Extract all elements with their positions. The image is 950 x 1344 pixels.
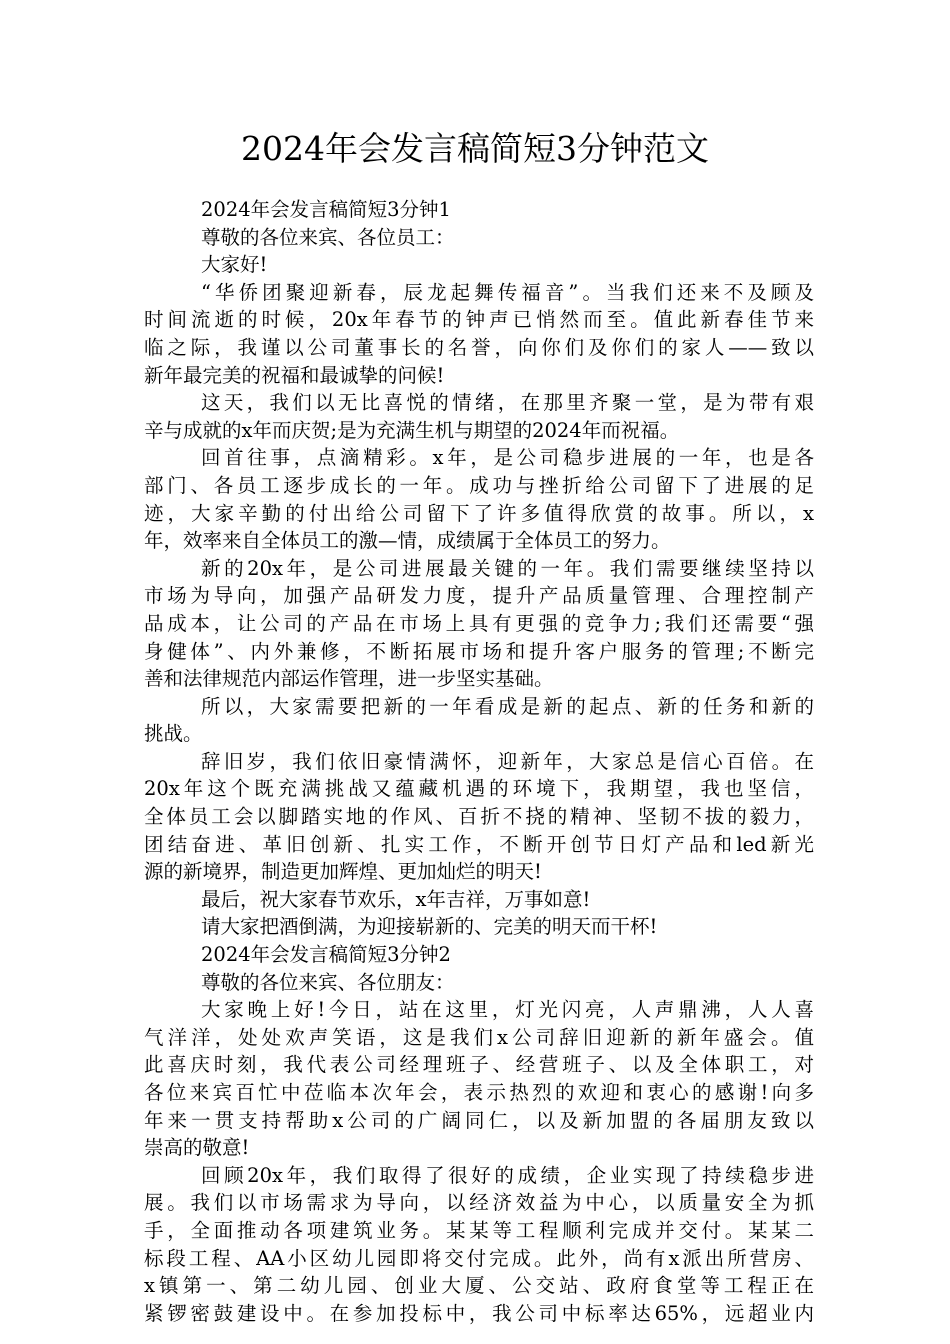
text-line: 气洋洋，处处欢声笑语，这是我们x公司辞旧迎新的新年盛会。值 <box>144 1025 814 1049</box>
text-line: 迹，大家辛勤的付出给公司留下了许多值得欣赏的故事。所以，x <box>144 501 814 525</box>
text-line: x镇第一、第二幼儿园、创业大厦、公交站、政府食堂等工程正在 <box>144 1274 814 1298</box>
text-line: 善和法律规范内部运作管理，进一步坚实基础。 <box>144 667 554 691</box>
text-line: 辞旧岁，我们依旧豪情满怀，迎新年，大家总是信心百倍。在 <box>201 749 814 773</box>
text-line: 年，效率来自全体员工的激—情，成绩属于全体员工的努力。 <box>144 529 671 553</box>
text-line: 请大家把酒倒满，为迎接崭新的、完美的明天而干杯! <box>201 915 658 939</box>
text-line: 回顾20x年，我们取得了很好的成绩，企业实现了持续稳步进 <box>201 1163 814 1187</box>
document-title: 2024年会发言稿简短3分钟范文 <box>241 129 709 168</box>
text-line: 时间流逝的时候，20x年春节的钟声已悄然而至。值此新春佳节来 <box>144 308 814 332</box>
text-line: 手，全面推动各项建筑业务。某某等工程顺利完成并交付。某某二 <box>144 1218 814 1242</box>
text-line: 20x年这个既充满挑战又蕴藏机遇的环境下，我期望，我也坚信， <box>144 777 814 801</box>
text-line: 团结奋进、革旧创新、扎实工作，不断开创节日灯产品和led新光 <box>144 832 814 856</box>
text-line: 新年最完美的祝福和最诚挚的问候! <box>144 363 445 387</box>
text-line: 2024年会发言稿简短3分钟1 <box>201 198 451 221</box>
text-line: 大家晚上好!今日，站在这里，灯光闪亮，人声鼎沸，人人喜 <box>201 998 814 1022</box>
text-line: 全体员工会以脚踏实地的作风、百折不挠的精神、坚韧不拔的毅力， <box>144 805 814 829</box>
text-line: 各位来宾百忙中莅临本次年会，表示热烈的欢迎和衷心的感谢!向多 <box>144 1081 814 1104</box>
text-line: 部门、各员工逐步成长的一年。成功与挫折给公司留下了进展的足 <box>144 473 814 497</box>
text-line: 临之际，我谨以公司董事长的名誉，向你们及你们的家人——致以 <box>144 335 814 359</box>
text-line: 尊敬的各位来宾、各位朋友： <box>201 970 455 994</box>
text-line: 大家好! <box>201 253 268 277</box>
text-line: 紧锣密鼓建设中。在参加投标中，我公司中标率达65%，远超业内 <box>144 1301 814 1325</box>
text-line: 尊敬的各位来宾、各位员工： <box>201 225 455 249</box>
text-line: 品成本，让公司的产品在市场上具有更强的竞争力;我们还需要“强 <box>144 611 814 635</box>
text-line: 市场为导向，加强产品研发力度，提升产品质量管理、合理控制产 <box>144 584 814 608</box>
text-line: 展。我们以市场需求为导向，以经济效益为中心，以质量安全为抓 <box>144 1191 814 1215</box>
text-line: 2024年会发言稿简短3分钟2 <box>201 943 451 967</box>
text-line: 最后，祝大家春节欢乐，x年吉祥，万事如意! <box>201 887 591 911</box>
text-line: 源的新境界，制造更加辉煌、更加灿烂的明天! <box>144 860 542 884</box>
text-line: 辛与成就的x年而庆贺;是为充满生机与期望的2024年而祝福。 <box>144 418 680 442</box>
text-line: 此喜庆时刻，我代表公司经理班子、经营班子、以及全体职工，对 <box>144 1053 814 1077</box>
text-line: “华侨团聚迎新春，辰龙起舞传福音”。当我们还来不及顾及 <box>201 280 814 304</box>
document-body <box>144 196 814 1327</box>
text-line: 新的20x年，是公司进展最关键的一年。我们需要继续坚持以 <box>201 556 814 580</box>
text-line: 年来一贯支持帮助x公司的广阔同仁，以及新加盟的各届朋友致以 <box>144 1108 814 1132</box>
text-line: 崇高的敬意! <box>144 1136 250 1160</box>
text-line: 所以，大家需要把新的一年看成是新的起点、新的任务和新的 <box>201 694 814 718</box>
text-line: 回首往事，点滴精彩。x年，是公司稳步进展的一年，也是各 <box>201 446 814 470</box>
text-line: 身健体”、内外兼修，不断拓展市场和提升客户服务的管理;不断完 <box>144 639 814 663</box>
text-line: 这天，我们以无比喜悦的情绪，在那里齐聚一堂，是为带有艰 <box>201 391 814 415</box>
text-line: 标段工程、AA小区幼儿园即将交付完成。此外，尚有x派出所营房、 <box>144 1246 814 1270</box>
text-line: 挑战。 <box>144 722 203 746</box>
